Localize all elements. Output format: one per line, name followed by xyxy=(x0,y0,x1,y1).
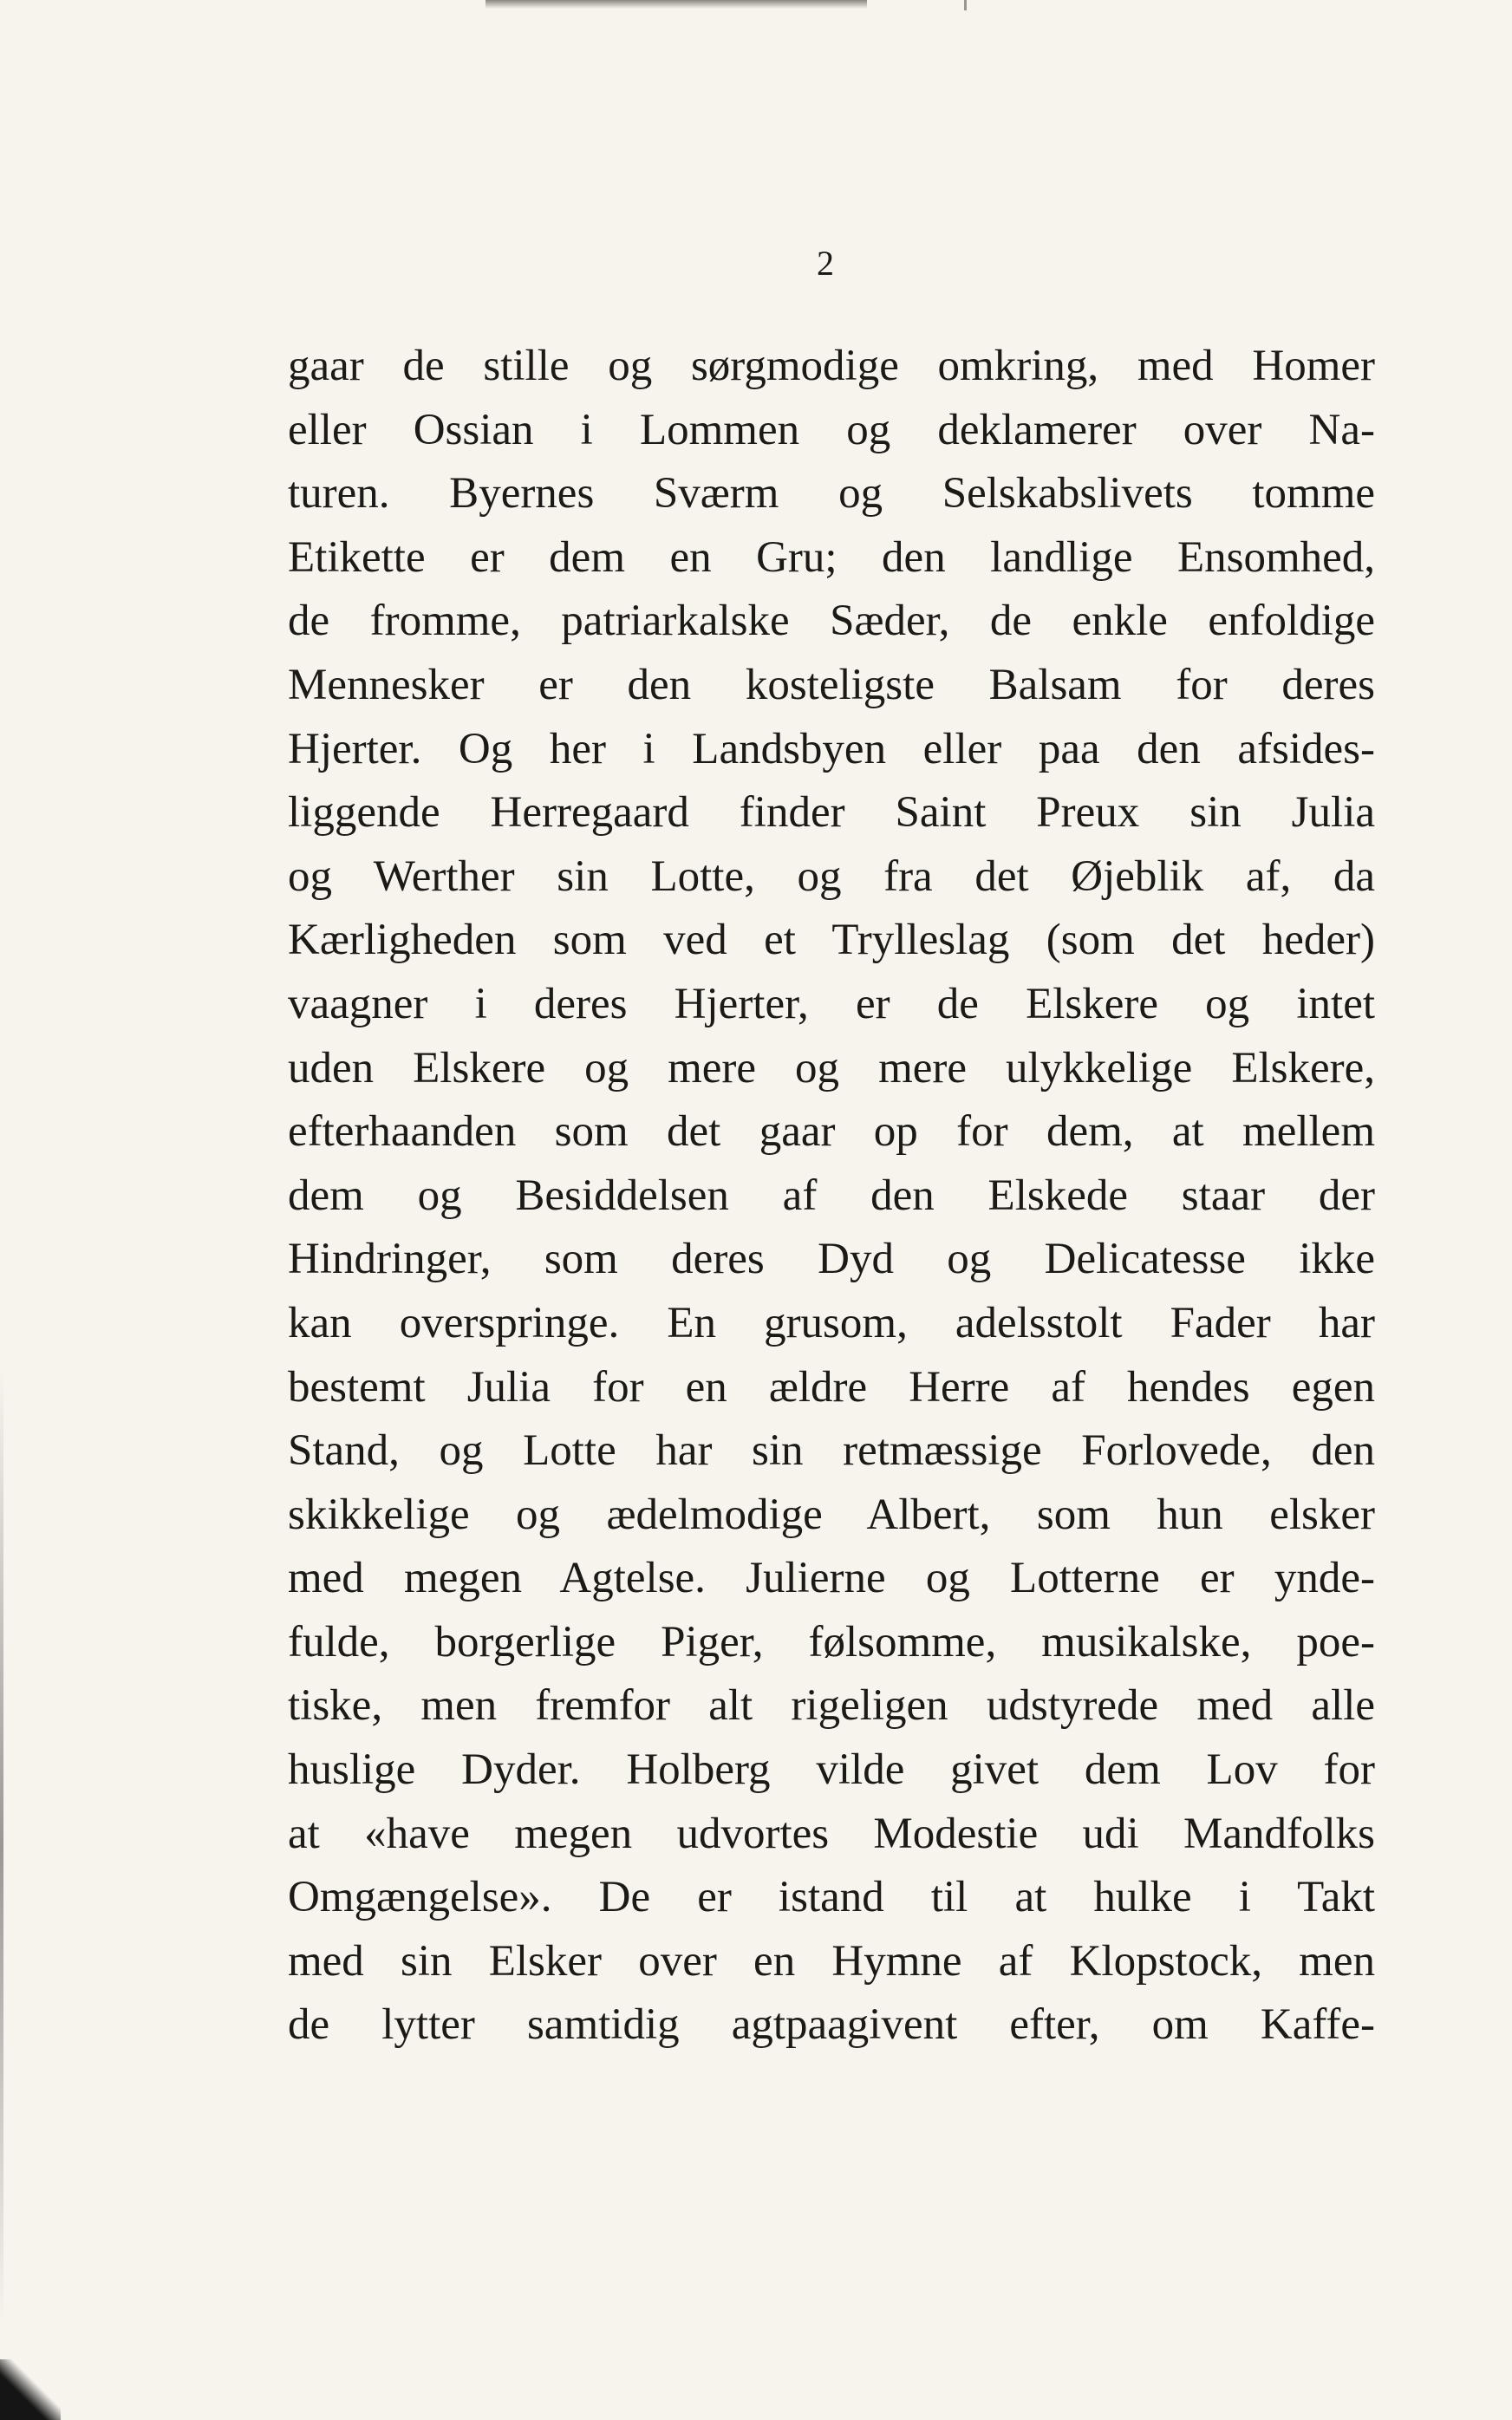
text-line: Stand, og Lotte har sin retmæssige Forlovede, den xyxy=(288,1426,1375,1476)
text-line: Mennesker er den kosteligste Balsam for deres xyxy=(288,660,1375,709)
text-line: gaar de stille og sørgmodige omkring, med Homer xyxy=(288,342,1375,390)
text-line: huslige Dyder. Holberg vilde givet dem Lov for xyxy=(288,1745,1375,1795)
text-line: skikkelige og ædelmodige Albert, som hun elsker xyxy=(288,1490,1375,1539)
text-line: de lytter samtidig agtpaagivent efter, om Kaffe- xyxy=(288,2000,1375,2050)
text-line: Etikette er dem en Gru; den landlige Ensomhed, xyxy=(288,532,1375,582)
text-line: at «have megen udvortes Modestie udi Mandfolks xyxy=(288,1809,1375,1858)
scan-top-tick xyxy=(964,0,967,10)
text-line: turen. Byernes Sværm og Selskabslivets tomme xyxy=(288,469,1375,519)
text-line: fulde, borgerlige Piger, følsomme, musikalske, poe- xyxy=(288,1617,1375,1667)
body-text xyxy=(288,335,1375,2058)
text-line: Hindringer, som deres Dyd og Delicatesse ikke xyxy=(288,1235,1375,1284)
text-line: med megen Agtelse. Julierne og Lotterne er ynde- xyxy=(288,1554,1375,1603)
text-line: de fromme, patriarkalske Sæder, de enkle enfoldige xyxy=(288,597,1375,646)
scan-left-edge xyxy=(0,1370,3,2324)
text-line: med sin Elsker over en Hymne af Klopstock, men xyxy=(288,1936,1375,1986)
text-line: Kærligheden som ved et Trylleslag (som det heder) xyxy=(288,916,1375,965)
text-line: eller Ossian i Lommen og deklamerer over Na- xyxy=(288,405,1375,454)
page-number: 2 xyxy=(817,244,834,283)
text-line: vaagner i deres Hjerter, er de Elskere og intet xyxy=(288,979,1375,1028)
scan-top-shadow xyxy=(486,0,867,9)
scan-corner-mark xyxy=(0,2359,61,2420)
text-line: Hjerter. Og her i Landsbyen eller paa den afsides- xyxy=(288,724,1375,773)
text-line: kan overspringe. En grusom, adelsstolt Fader har xyxy=(288,1298,1375,1347)
text-line: efterhaanden som det gaar op for dem, at mellem xyxy=(288,1107,1375,1157)
text-line: bestemt Julia for en ældre Herre af hendes egen xyxy=(288,1362,1375,1412)
text-line: tiske, men fremfor alt rigeligen udstyrede med alle xyxy=(288,1681,1375,1731)
text-line: dem og Besiddelsen af den Elskede staar der xyxy=(288,1171,1375,1220)
text-line: Omgængelse». De er istand til at hulke i Takt xyxy=(288,1873,1375,1922)
text-line: og Werther sin Lotte, og fra det Øjeblik af, da xyxy=(288,851,1375,901)
text-line: uden Elskere og mere og mere ulykkelige Elskere, xyxy=(288,1043,1375,1093)
text-line: liggende Herregaard finder Saint Preux sin Julia xyxy=(288,788,1375,838)
